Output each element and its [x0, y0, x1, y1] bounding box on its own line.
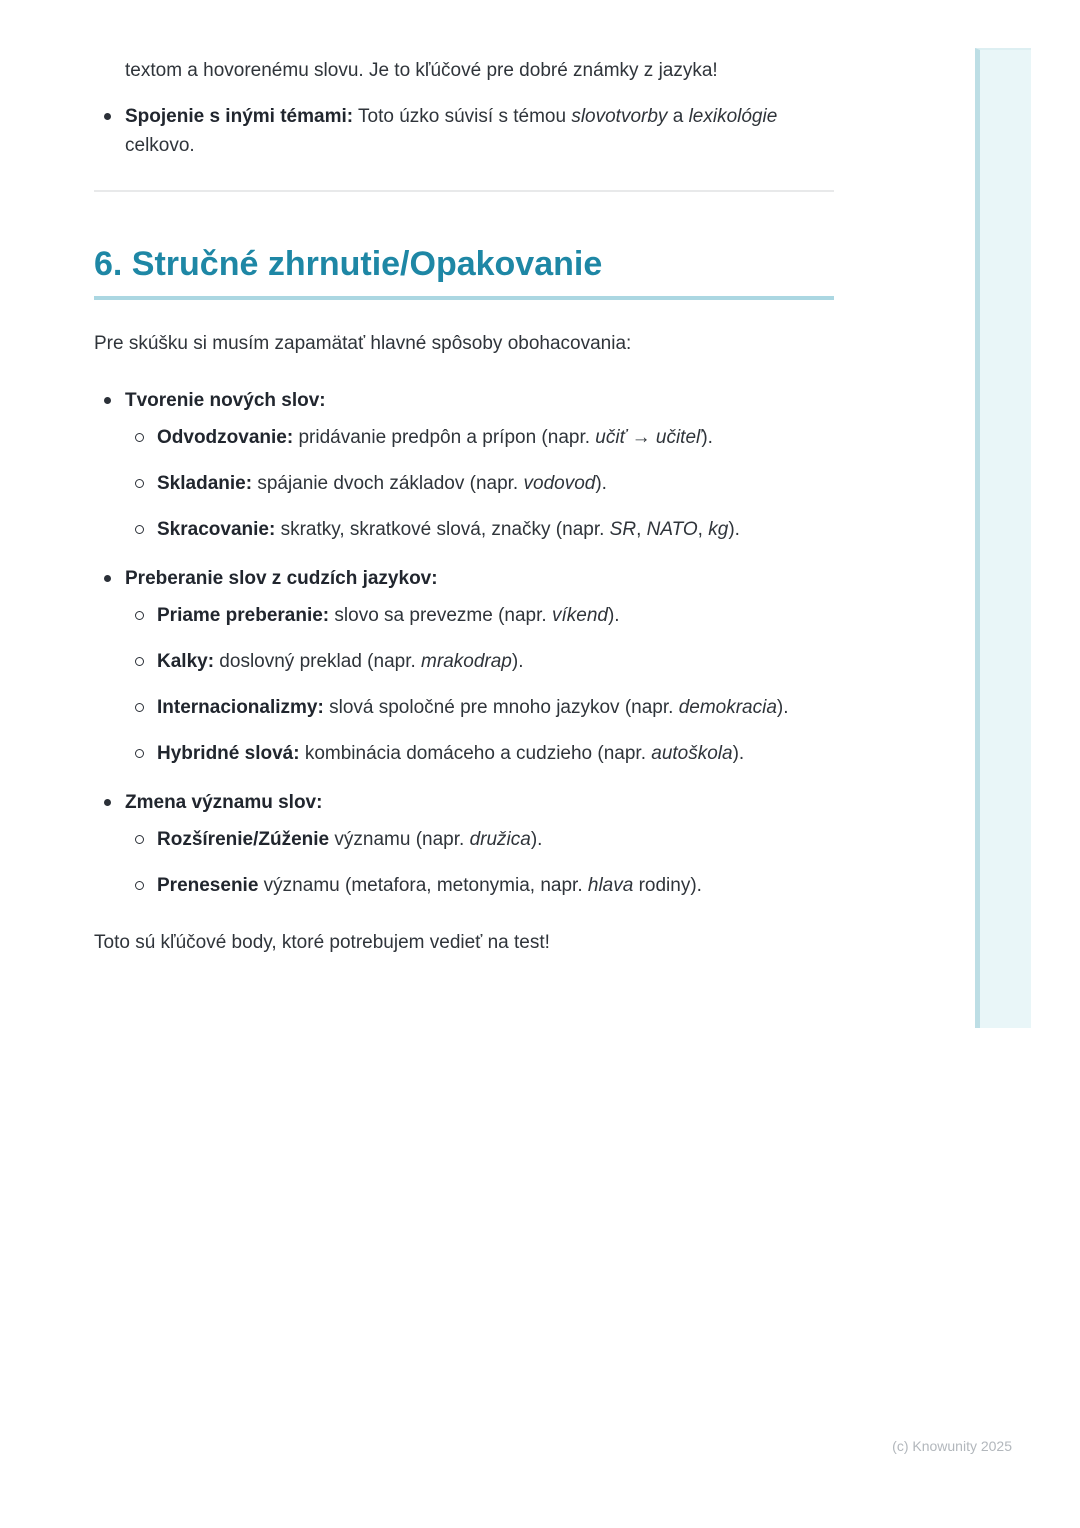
list-group-borrowed-words [94, 564, 834, 768]
list-item-text: Skladanie: spájanie dvoch základov (napr. vodovod). [157, 473, 607, 494]
bullet-circle-icon [135, 657, 144, 666]
bullet-circle-icon [135, 525, 144, 534]
summary-list [94, 386, 834, 900]
group-title: Preberanie slov z cudzích jazykov: [125, 568, 438, 589]
bullet-disc-icon [104, 397, 111, 404]
bullet-disc-icon [104, 799, 111, 806]
list-item-text: Spojenie s inými témami: Toto úzko súvisí s témou slovotvorby a lexikológie celkovo. [125, 106, 778, 156]
bullet-circle-icon [135, 881, 144, 890]
list-item [125, 693, 834, 722]
list-item [125, 825, 834, 854]
bullet-circle-icon [135, 749, 144, 758]
list-item-text: Prenesenie významu (metafora, metonymia, napr. hlava rodiny). [157, 875, 702, 896]
bullet-disc-icon [104, 113, 111, 120]
copyright-text: (c) Knowunity 2025 [892, 1438, 1012, 1454]
list-item-text: Priame preberanie: slovo sa prevezme (napr. víkend). [157, 605, 620, 626]
bullet-circle-icon [135, 433, 144, 442]
list-item [125, 871, 834, 900]
sub-list [125, 825, 834, 900]
continuation-text: textom a hovorenému slovu. Je to kľúčové pre dobré známky z jazyka! [125, 60, 718, 81]
list-item-text: Odvodzovanie: pridávanie predpôn a prípon (napr. učiť → učiteľ). [157, 427, 713, 448]
bullet-disc-icon [104, 575, 111, 582]
page-content [94, 56, 834, 957]
list-group-word-formation [94, 386, 834, 544]
list-item-text: Kalky: doslovný preklad (napr. mrakodrap). [157, 651, 524, 672]
list-item [125, 739, 834, 768]
sub-list [125, 601, 834, 768]
list-item [94, 102, 834, 160]
list-item-text: Hybridné slová: kombinácia domáceho a cudzieho (napr. autoškola). [157, 743, 745, 764]
intro-bullet-list [94, 102, 834, 160]
section-intro-text: Pre skúšku si musím zapamätať hlavné spôsoby obohacovania: [94, 333, 632, 354]
section-outro-text: Toto sú kľúčové body, ktoré potrebujem vedieť na test! [94, 932, 550, 953]
list-item-text: Skracovanie: skratky, skratkové slová, značky (napr. SR, NATO, kg). [157, 519, 740, 540]
bullet-circle-icon [135, 479, 144, 488]
list-item [125, 423, 834, 452]
group-title: Zmena významu slov: [125, 792, 323, 813]
list-item-text: Rozšírenie/Zúženie významu (napr. družica). [157, 829, 543, 850]
list-item [125, 601, 834, 630]
group-title: Tvorenie nových slov: [125, 390, 326, 411]
list-item [125, 647, 834, 676]
list-item-text: Internacionalizmy: slová spoločné pre mnoho jazykov (napr. demokracia). [157, 697, 789, 718]
list-item [125, 469, 834, 498]
section-divider [94, 190, 834, 192]
bullet-circle-icon [135, 703, 144, 712]
bullet-circle-icon [135, 835, 144, 844]
scroll-indicator [975, 48, 1031, 1028]
section-heading: 6. Stručné zhrnutie/Opakovanie [94, 244, 834, 300]
list-group-meaning-change [94, 788, 834, 900]
bullet-circle-icon [135, 611, 144, 620]
sub-list [125, 423, 834, 544]
list-item [125, 515, 834, 544]
